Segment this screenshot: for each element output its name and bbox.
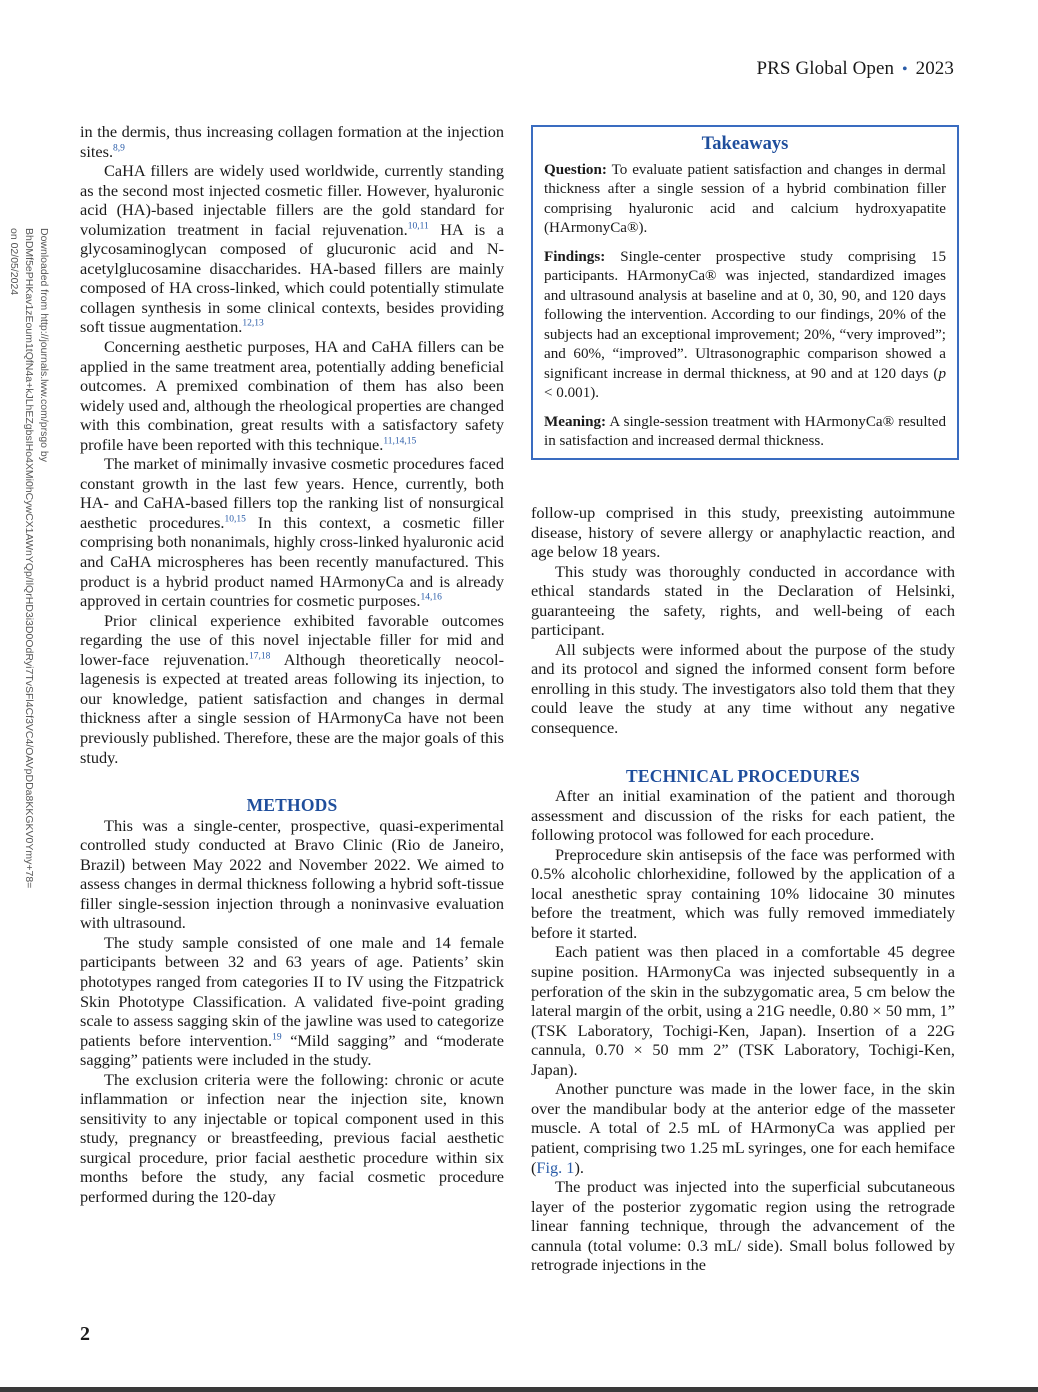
paragraph: This was a single-center, prospective, quasi-experimental controlled study conducted at Bravo Clinic (Rio de Janeiro, Brazil) between May 2022 and November 2022. We aimed to assess changes in dermal thickness following a hybrid soft-tissue filler single-session injection through a noninvasive evaluation with ultrasound. — [80, 815, 504, 933]
journal-name: PRS Global Open — [756, 58, 895, 79]
bottom-rule — [0, 1387, 1038, 1392]
citation-ref[interactable]: 14,16 — [420, 592, 442, 603]
header-separator: • — [902, 61, 908, 78]
methods-heading: METHODS — [246, 795, 338, 816]
citation-ref[interactable]: 10,11 — [407, 221, 429, 232]
citation-ref[interactable]: 19 — [272, 1032, 282, 1043]
paragraph: The study sample consisted of one male and 14 female participants between 32 and 63 years of age. Patients’ skin phototypes ranged from categories II to IV using the Fitzpatrick Skin Phototype Classification. A validated five-point grading scale to assess sagging skin of the jawline was used to categorize patients before intervention.$^{19}$ “Mild sagging” and “moderate sagging” patients were included in the study. — [80, 932, 504, 1070]
paragraph: Prior clinical experience exhibited favorable outcomes regarding the use of this novel injectable filler for mid and lower-face rejuvenation.$^{17,18}$ Although theoretically neocollagenesis is expected at treated areas following its injection, to our knowledge, patient satisfaction and changes in dermal thickness after a single session of HArmonyCa have not been previously published. Therefore, these are the major goals of this study. — [80, 610, 504, 767]
page-number: 2 — [80, 1323, 90, 1345]
citation-ref[interactable]: 17,18 — [249, 651, 271, 662]
paragraph: Another puncture was made in the lower face, in the skin over the mandibular body at the anterior edge of the masseter muscle. A total of 2.5 mL of HArmonyCa was applied per patient, comprising two 1.25 mL syringes, one for each hemiface (Fig. 1). — [531, 1079, 955, 1177]
journal-year: 2023 — [915, 58, 954, 79]
figure-link[interactable]: Fig. 1 — [536, 1157, 575, 1177]
paragraph: The market of minimally invasive cosmetic procedures faced constant growth in the last few years. Hence, currently, both HA- and CaHA-based fillers top the ranking list of nonsurgical aesthetic procedures.$^{10,15}$ In this context, a cosmetic filler comprising both nonanimals, highly cross-linked hyaluronic acid and CaHA microspheres has been recently manufactured. This product is a hybrid product named HArmonyCa and is already approved in certain countries for cosmetic purposes.$^{14,16}$ — [80, 454, 505, 611]
paragraph: The exclusion criteria were the following: chronic or acute inflammation or infection near the injection site, known sensitivity to any injectable or topical component used in this study, pregnancy or breastfeeding, previous facial aesthetic surgical procedure, prior facial aesthetic procedure within six months before the study, any facial cosmetic procedure performed during the 120-day — [80, 1069, 504, 1206]
left-column — [80, 122, 504, 1207]
paragraph: The product was injected into the superficial subcutaneous layer of the posterior zygomatic region using the retrograde linear fanning technique, through the advancement of the cannula (total volume: 0.3 mL/ side). Small bolus followed by retrograde injections in the — [531, 1177, 955, 1275]
citation-ref[interactable]: 11,14,15 — [383, 436, 417, 447]
paragraph: CaHA fillers are widely used worldwide, currently standing as the second most injected cosmetic filler. However, hyaluronic acid (HA)-based injectable fillers are the gold standard for volumization treatment in facial rejuvenation.$^{10,11}$ HA is a glycosaminoglycan composed of glucuronic acid and N-acetylglucosamine disaccharides. HA-based fillers are mainly composed of HA cross-linked, which could potentially stimulate collagen synthesis in some clinical contexts, besides providing soft tissue augmentation.$^{12,13}$ — [80, 161, 504, 337]
paragraph: Each patient was then placed in a comfortable 45 degree supine position. HArmonyCa was injected subsequently in a perforation of the skin in the subzygomatic area, 5 cm below the lateral margin of the orbit, using a 21G needle, 0.80 × 50 mm, 1” (TSK Laboratory, Tochigi-Ken, Japan). Insertion of a 22G cannula, 0.70 × 50 mm 2” (TSK Laboratory, Tochigi-Ken, Japan). — [531, 942, 955, 1079]
right-column — [531, 503, 955, 1275]
technical-procedures-heading: TECHNICAL PROCEDURES — [626, 765, 860, 786]
paragraph: Concerning aesthetic purposes, HA and CaHA fillers can be applied in the same treatment area, potentially adding beneficial outcomes. A premixed combination of them has also been widely used and, although the rheological properties are changed with this combination, great results with a satisfactory safety profile have been reported with this technique.$^{11,14,15}$ — [80, 337, 504, 454]
citation-ref[interactable]: 10,15 — [224, 514, 246, 525]
paragraph: After an initial examination of the patient and thorough assessment and discussion of the risks for each patient, the following protocol was followed for each procedure. — [531, 786, 955, 845]
running-header — [756, 58, 954, 80]
takeaway-question: Question: To evaluate patient satisfaction and changes in dermal thickness after a single session of a hybrid combination filler comprising hyaluronic acid and calcium hydroxyapatite (HArmonyCa®). — [544, 161, 946, 236]
paragraph: Preprocedure skin antisepsis of the face was performed with 0.5% alcoholic chlorhexidine, followed by the application of a local anesthetic spray containing 10% lidocaine 30 minutes before the treatment, which was fully removed immediately before it started. — [531, 844, 955, 942]
takeaways-title: Takeaways — [701, 134, 789, 154]
takeaway-meaning: Meaning: A single-session treatment with HArmonyCa® resulted in satisfaction and increased dermal thickness. — [544, 413, 946, 449]
takeaway-findings: Findings: Single-center prospective study comprising 15 participants. HArmonyCa® was injected, standardized images and ultrasound analysis at baseline and at 0, 30, 90, and 120 days following the intervention. According to our findings, 20% of the subjects had an exceptional improvement; 20%, “very improved”; and 60%, “improved”. Ultrasonographic comparison showed a significant increase in dermal thickness, at 90 and at 120 days (p < 0.001). — [544, 248, 946, 401]
paragraph: in the dermis, thus increasing collagen formation at the injection sites.$^{8,9}$ — [80, 122, 504, 161]
citation-ref[interactable]: 8,9 — [113, 143, 125, 154]
paragraph: follow-up comprised in this study, preexisting autoimmune disease, history of severe allergy or anaphylactic reaction, and age below 18 years. — [531, 503, 955, 562]
paragraph: All subjects were informed about the purpose of the study and its protocol and signed the informed consent form before enrolling in this study. The investigators also told them that they could leave the study at any time without any negative consequence. — [531, 639, 955, 738]
takeaways-box — [531, 125, 959, 460]
download-watermark: Downloaded from http://journals.lww.com/prsgo by BhDMf5ePHKav1zEoum1tQfN4a+kJLhEZgbsIHo4XMi0hCywCX1AWnYQp/IlQrHD3i3D0OdRyi7TvSFl4Cf3VC4/OAVpDDa8KKGKV0Ymy+78= on 02/05/2024 — [8, 228, 50, 889]
citation-ref[interactable]: 12,13 — [242, 319, 264, 330]
paragraph: This study was thoroughly conducted in accordance with ethical standards stated in the Declaration of Helsinki, guaranteeing the safety, rights, and well-being of each participant. — [531, 561, 955, 640]
